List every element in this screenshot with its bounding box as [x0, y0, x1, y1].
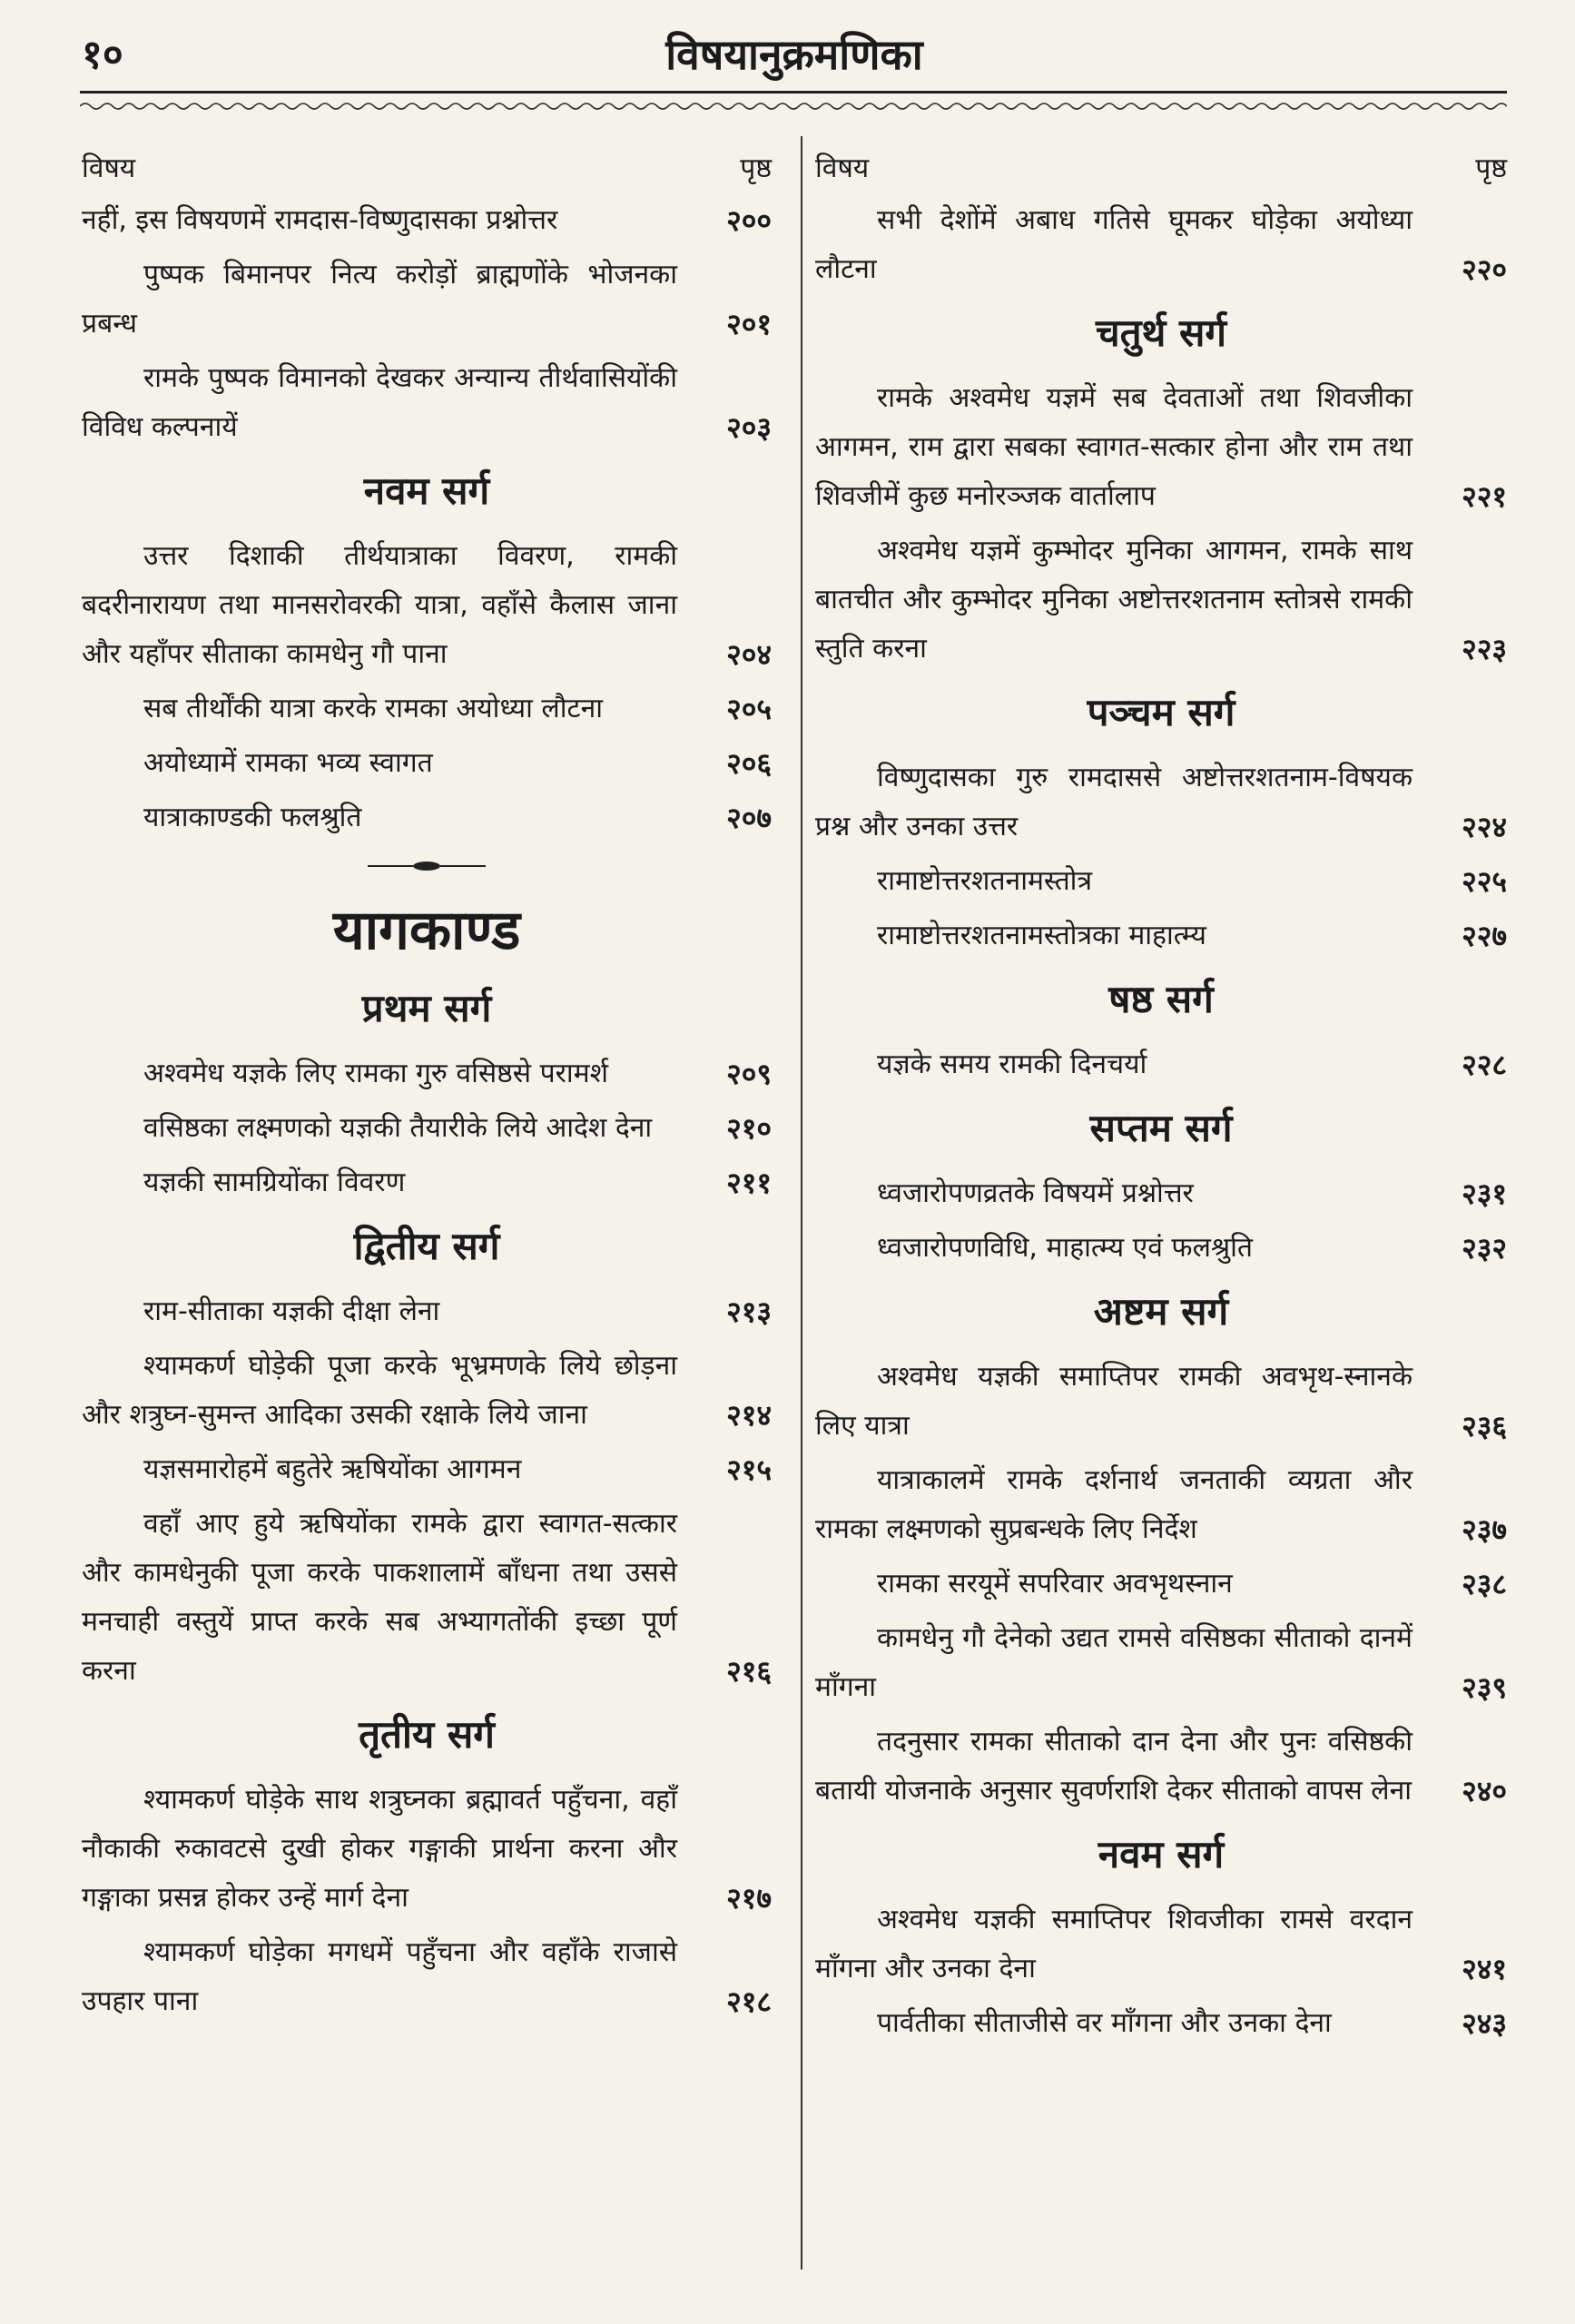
section-heading: तृतीय सर्ग [359, 1712, 495, 1757]
toc-entry [815, 1456, 1507, 1554]
kanda-heading: यागकाण्ड [332, 899, 521, 962]
toc-entry-page: २४० [1462, 1774, 1507, 1808]
toc-entry-page: २०३ [726, 410, 772, 445]
toc-entry-text: यात्राकालमें रामके दर्शनार्थ जनताकी व्यग्रता और रामका लक्ष्मणको सुप्रबन्धके लिए निर्देश [815, 1464, 1413, 1545]
toc-entry-text: रामके पुष्पक विमानको देखकर अन्यान्य तीर्थवासियोंकी विविध कल्पनायें [82, 362, 677, 443]
left-column-heading [82, 134, 772, 185]
toc-entry [82, 793, 772, 842]
toc-entry-page: २११ [726, 1166, 772, 1200]
toc-entry [815, 374, 1507, 521]
toc-entry-text: अश्वमेध यज्ञकी समाप्तिपर रामकी अवभृथ-स्नानके लिए यात्रा [815, 1361, 1413, 1442]
toc-entry-page: २०९ [726, 1057, 772, 1091]
toc-entry-text: पार्वतीका सीताजीसे वर माँगना और उनका देना [877, 2007, 1332, 2039]
toc-entry-text: ध्वजारोपणविधि, माहात्म्य एवं फलश्रुति [877, 1232, 1254, 1264]
header-wavy-rule [80, 100, 1507, 113]
toc-entry [82, 1500, 772, 1696]
toc-entry-text: रामाष्टोत्तरशतनामस्तोत्र [877, 865, 1092, 897]
toc-entry-text: श्यामकर्ण घोड़ेके साथ शत्रुघ्नका ब्रह्मावर्त पहुँचना, वहाँ नौकाकी रुकावटसे दुखी होकर गङ्गाकी प्रार्थना करना और गङ्गाका प्रसन्न होकर उन्हें मार्ग देना [82, 1784, 677, 1914]
toc-entry-page: २१७ [726, 1881, 772, 1915]
toc-entry-text: उत्तर दिशाकी तीर्थयात्राका विवरण, रामकी बदरीनारायण तथा मानसरोवरकी यात्रा, वहाँसे कैलास जाना और यहाँपर सीताका कामधेनु गौ पाना [82, 540, 677, 670]
toc-entry-page: २०५ [726, 692, 772, 726]
toc-entry [815, 527, 1507, 674]
toc-entry-text: श्यामकर्ण घोड़ेका मगधमें पहुँचना और वहाँके राजासे उपहार पाना [82, 1936, 677, 2017]
toc-entry [815, 911, 1507, 960]
toc-entry [815, 1896, 1507, 1994]
toc-entry [82, 354, 772, 452]
toc-entry [82, 1104, 772, 1153]
page-header [82, 25, 1507, 80]
toc-entry-page: २०७ [726, 801, 772, 835]
toc-entry [815, 1224, 1507, 1273]
toc-entry-page: २३६ [1462, 1409, 1507, 1443]
toc-entry-page: २२४ [1462, 810, 1507, 844]
subject-heading: विषय [82, 153, 136, 184]
toc-entry-text: यज्ञकी सामग्रियोंका विवरण [143, 1167, 406, 1198]
toc-entry-page: २३९ [1462, 1670, 1507, 1705]
toc-entry [815, 1353, 1507, 1451]
toc-entry [82, 684, 772, 734]
section-heading: द्वितीय सर्ग [353, 1224, 500, 1268]
toc-entry-text: अश्वमेध यज्ञमें कुम्भोदर मुनिका आगमन, रामके साथ बातचीत और कुम्भोदर मुनिका अष्टोत्तरशतनाम स्तोत्रसे रामकी स्तुति करना [815, 535, 1413, 665]
toc-entry-text: सब तीर्थोंकी यात्रा करके रामका अयोध्या लौटना [143, 693, 604, 724]
toc-entry-text: अयोध्यामें रामका भव्य स्वागत [143, 747, 433, 779]
section-heading: चतुर्थ सर्ग [1095, 310, 1227, 355]
toc-entry [82, 739, 772, 788]
toc-entry-page: २२७ [1462, 919, 1507, 953]
toc-entry-page: २१५ [726, 1452, 772, 1487]
page-title: विषयानुक्रमणिका [665, 30, 923, 79]
toc-entry-page: २३१ [1462, 1177, 1507, 1211]
toc-entry-page: २०० [726, 203, 772, 238]
toc-entry-text: रामका सरयूमें सपरिवार अवभृथस्नान [877, 1568, 1233, 1600]
toc-entry-page: २३७ [1462, 1512, 1507, 1547]
toc-entry-text: नहीं, इस विषयणमें रामदास-विष्णुदासका प्रश्नोत्तर [82, 204, 558, 236]
toc-entry-text: श्यामकर्ण घोड़ेकी पूजा करके भूभ्रमणके लिये छोड़ना और शत्रुघ्न-सुमन्त आदिका उसकी रक्षाके लिये जाना [82, 1350, 677, 1431]
section-heading: नवम सर्ग [363, 468, 490, 513]
toc-entry-text: विष्णुदासका गुरु रामदाससे अष्टोत्तरशतनाम-विषयक प्रश्न और उनका उत्तर [815, 762, 1413, 842]
toc-entry-page: २१४ [726, 1398, 772, 1433]
toc-entry-text: राम-सीताका यज्ञकी दीक्षा लेना [143, 1295, 440, 1327]
toc-entry-text: यज्ञसमारोहमें बहुतेरे ऋषियोंका आगमन [143, 1453, 522, 1485]
toc-entry-page: २४१ [1462, 1952, 1507, 1986]
page-number: १० [82, 32, 123, 78]
toc-entry [815, 857, 1507, 906]
toc-entry-text: रामके अश्वमेध यज्ञमें सब देवताओं तथा शिवजीका आगमन, राम द्वारा सबका स्वागत-सत्कार होना और राम तथा शिवजीमें कुछ मनोरञ्जक वार्तालाप [815, 382, 1413, 512]
toc-entry [815, 1169, 1507, 1218]
toc-entry [82, 251, 772, 349]
toc-entry-page: २३८ [1462, 1567, 1507, 1601]
toc-entry-page: २३२ [1462, 1231, 1507, 1265]
toc-entry [815, 1040, 1507, 1089]
toc-entry-page: २०४ [726, 637, 772, 672]
toc-entry-page: २२८ [1462, 1048, 1507, 1082]
toc-entry-page: २१८ [726, 1984, 772, 2019]
section-heading: प्रथम सर्ग [361, 986, 492, 1030]
toc-entry-page: २१० [726, 1111, 772, 1146]
toc-entry [815, 1999, 1507, 2048]
toc-entry-page: २२३ [1462, 632, 1507, 666]
subject-heading: विषय [815, 153, 870, 184]
page-heading: पृष्ठ [740, 153, 772, 184]
section-heading: सप्तम सर्ग [1089, 1106, 1233, 1150]
toc-entry [82, 1928, 772, 2026]
toc-entry-page: २४३ [1462, 2006, 1507, 2041]
toc-entry-text: वसिष्ठका लक्ष्मणको यज्ञकी तैयारीके लिये आदेश देना [143, 1112, 653, 1144]
toc-entry-page: २२१ [1462, 479, 1507, 514]
right-column-heading [815, 134, 1507, 185]
toc-entry-text: अश्वमेध यज्ञकी समाप्तिपर शिवजीका रामसे वरदान माँगना और उनका देना [815, 1904, 1413, 1984]
page-heading: पृष्ठ [1475, 153, 1507, 184]
toc-entry-page: २०१ [726, 307, 772, 341]
section-heading: नवम सर्ग [1098, 1832, 1225, 1876]
toc-entry-page: २०६ [726, 746, 772, 781]
toc-entry-page: २१६ [726, 1654, 772, 1689]
toc-entry [82, 1342, 772, 1440]
section-heading: अष्टम सर्ग [1093, 1289, 1229, 1334]
toc-entry [82, 1158, 772, 1207]
toc-entry [82, 1049, 772, 1098]
toc-entry-page: २२० [1462, 252, 1507, 287]
toc-entry-text: सभी देशोंमें अबाध गतिसे घूमकर घोड़ेका अयोध्या लौटना [815, 204, 1413, 285]
section-heading: पञ्चम सर्ग [1087, 690, 1235, 734]
toc-entry [815, 753, 1507, 852]
toc-entry [82, 1776, 772, 1923]
left-column [82, 134, 772, 2032]
header-rule [80, 91, 1507, 94]
toc-entry-text: तदनुसार रामका सीताको दान देना और पुनः वसिष्ठकी बतायी योजनाके अनुसार सुवर्णराशि देकर सीताको वापस लेना [815, 1726, 1413, 1807]
right-column [815, 134, 1507, 2053]
toc-entry [82, 532, 772, 679]
section-heading: षष्ठ सर्ग [1108, 977, 1214, 1021]
toc-entry-text: ध्वजारोपणव्रतके विषयमें प्रश्नोत्तर [877, 1177, 1194, 1209]
toc-entry-text: अश्वमेध यज्ञके लिए रामका गुरु वसिष्ठसे परामर्श [143, 1058, 609, 1089]
toc-entry [82, 1287, 772, 1336]
toc-entry-text: यात्राकाण्डकी फलश्रुति [143, 802, 362, 833]
toc-entry [82, 196, 772, 245]
toc-entry-text: यज्ञके समय रामकी दिनचर्या [877, 1049, 1147, 1080]
toc-entry [815, 1718, 1507, 1816]
toc-entry-text: पुष्पक बिमानपर नित्य करोड़ों ब्राह्मणोंके भोजनका प्रबन्ध [82, 259, 677, 340]
toc-entry [815, 1614, 1507, 1712]
toc-entry-text: रामाष्टोत्तरशतनामस्तोत्रका माहात्म्य [877, 920, 1206, 951]
toc-entry-page: २१३ [726, 1295, 772, 1329]
toc-entry [815, 1560, 1507, 1609]
toc-entry-page: २२५ [1462, 864, 1507, 899]
toc-entry-text: वहाँ आए हुये ऋषियोंका रामके द्वारा स्वागत-सत्कार और कामधेनुकी पूजा करके पाकशालामें बाँधना तथा उससे मनचाही वस्तुयें प्राप्त करके सब अभ्यागतोंकी इच्छा पूर्ण करना [82, 1508, 677, 1687]
toc-entry [815, 196, 1507, 294]
column-divider [801, 136, 802, 2270]
divider-ornament [82, 848, 772, 884]
toc-entry [82, 1445, 772, 1494]
toc-entry-text: कामधेनु गौ देनेको उद्यत रामसे वसिष्ठका सीताको दानमें माँगना [815, 1622, 1413, 1703]
